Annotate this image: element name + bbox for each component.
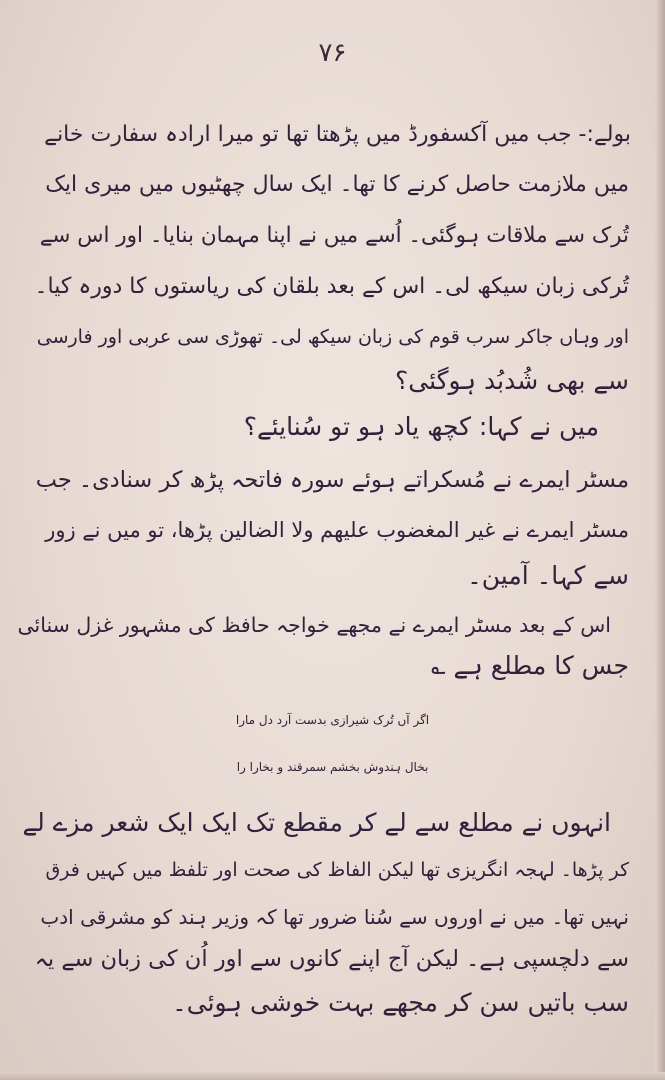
text-line: سے کہا۔ آمین۔ [467,561,629,590]
text-line: سے دلچسپی ہے۔ لیکن آج اپنے کانوں سے اور اُن کی زبان سے یہ [34,946,629,972]
text-line: نہیں تھا۔ میں نے اوروں سے سُنا ضرور تھا کہ وزیر ہند کو مشرقی ادب [40,905,629,929]
text-line: اور وہاں جاکر سرب قوم کی زبان سیکھ لی۔ تھوڑی سی عربی اور فارسی [36,326,629,348]
verse-line: اگر آں تُرک شیرازی بدست آرد دل مارا [235,713,430,727]
text-line: مسٹر ایمرے نے غیر المغضوب علیھم ولا الضالین پڑھا، تو میں نے زور [45,518,629,542]
text-line: میں نے کہا: کچھ یاد ہو تو سُنایئے؟ [243,412,599,441]
page-edge [655,0,665,1080]
text-line: کر پڑھا۔ لہجہ انگریزی تھا لیکن الفاظ کی صحت اور تلفظ میں کہیں فرق [45,859,629,881]
text-line: تُرک سے ملاقات ہوگئی۔ اُسے میں نے اپنا مہمان بنایا۔ اور اس سے [39,223,629,248]
text-line: مسٹر ایمرے نے مُسکراتے ہوئے سورہ فاتحہ پڑھ کر سنادی۔ جب [35,467,629,493]
verse-line: بخال ہندوش بخشم سمرقند و بخارا را [236,760,429,774]
text-line: بولے:- جب میں آکسفورڈ میں پڑھتا تھا تو میرا ارادہ سفارت خانے [44,122,631,147]
text-line: میں ملازمت حاصل کرنے کا تھا۔ ایک سال چھٹیوں میں میری ایک [45,172,629,197]
text-line: جس کا مطلع ہے ؎ [430,651,629,680]
text-line: انہوں نے مطلع سے لے کر مقطع تک ایک ایک شعر مزے لے [22,808,611,837]
text-line: تُرکی زبان سیکھ لی۔ اس کے بعد بلقان کی ریاستوں کا دورہ کیا۔ [34,274,629,299]
text-line: اس کے بعد مسٹر ایمرے نے مجھے خواجہ حافظ کی مشہور غزل سنائی [17,613,611,637]
page-number: ۷۶ [318,38,347,68]
page-edge-bottom [0,1072,665,1080]
text-line: سے بھی شُدبُد ہوگئی؟ [394,366,629,395]
text-line: سب باتیں سن کر مجھے بہت خوشی ہوئی۔ [172,988,629,1017]
